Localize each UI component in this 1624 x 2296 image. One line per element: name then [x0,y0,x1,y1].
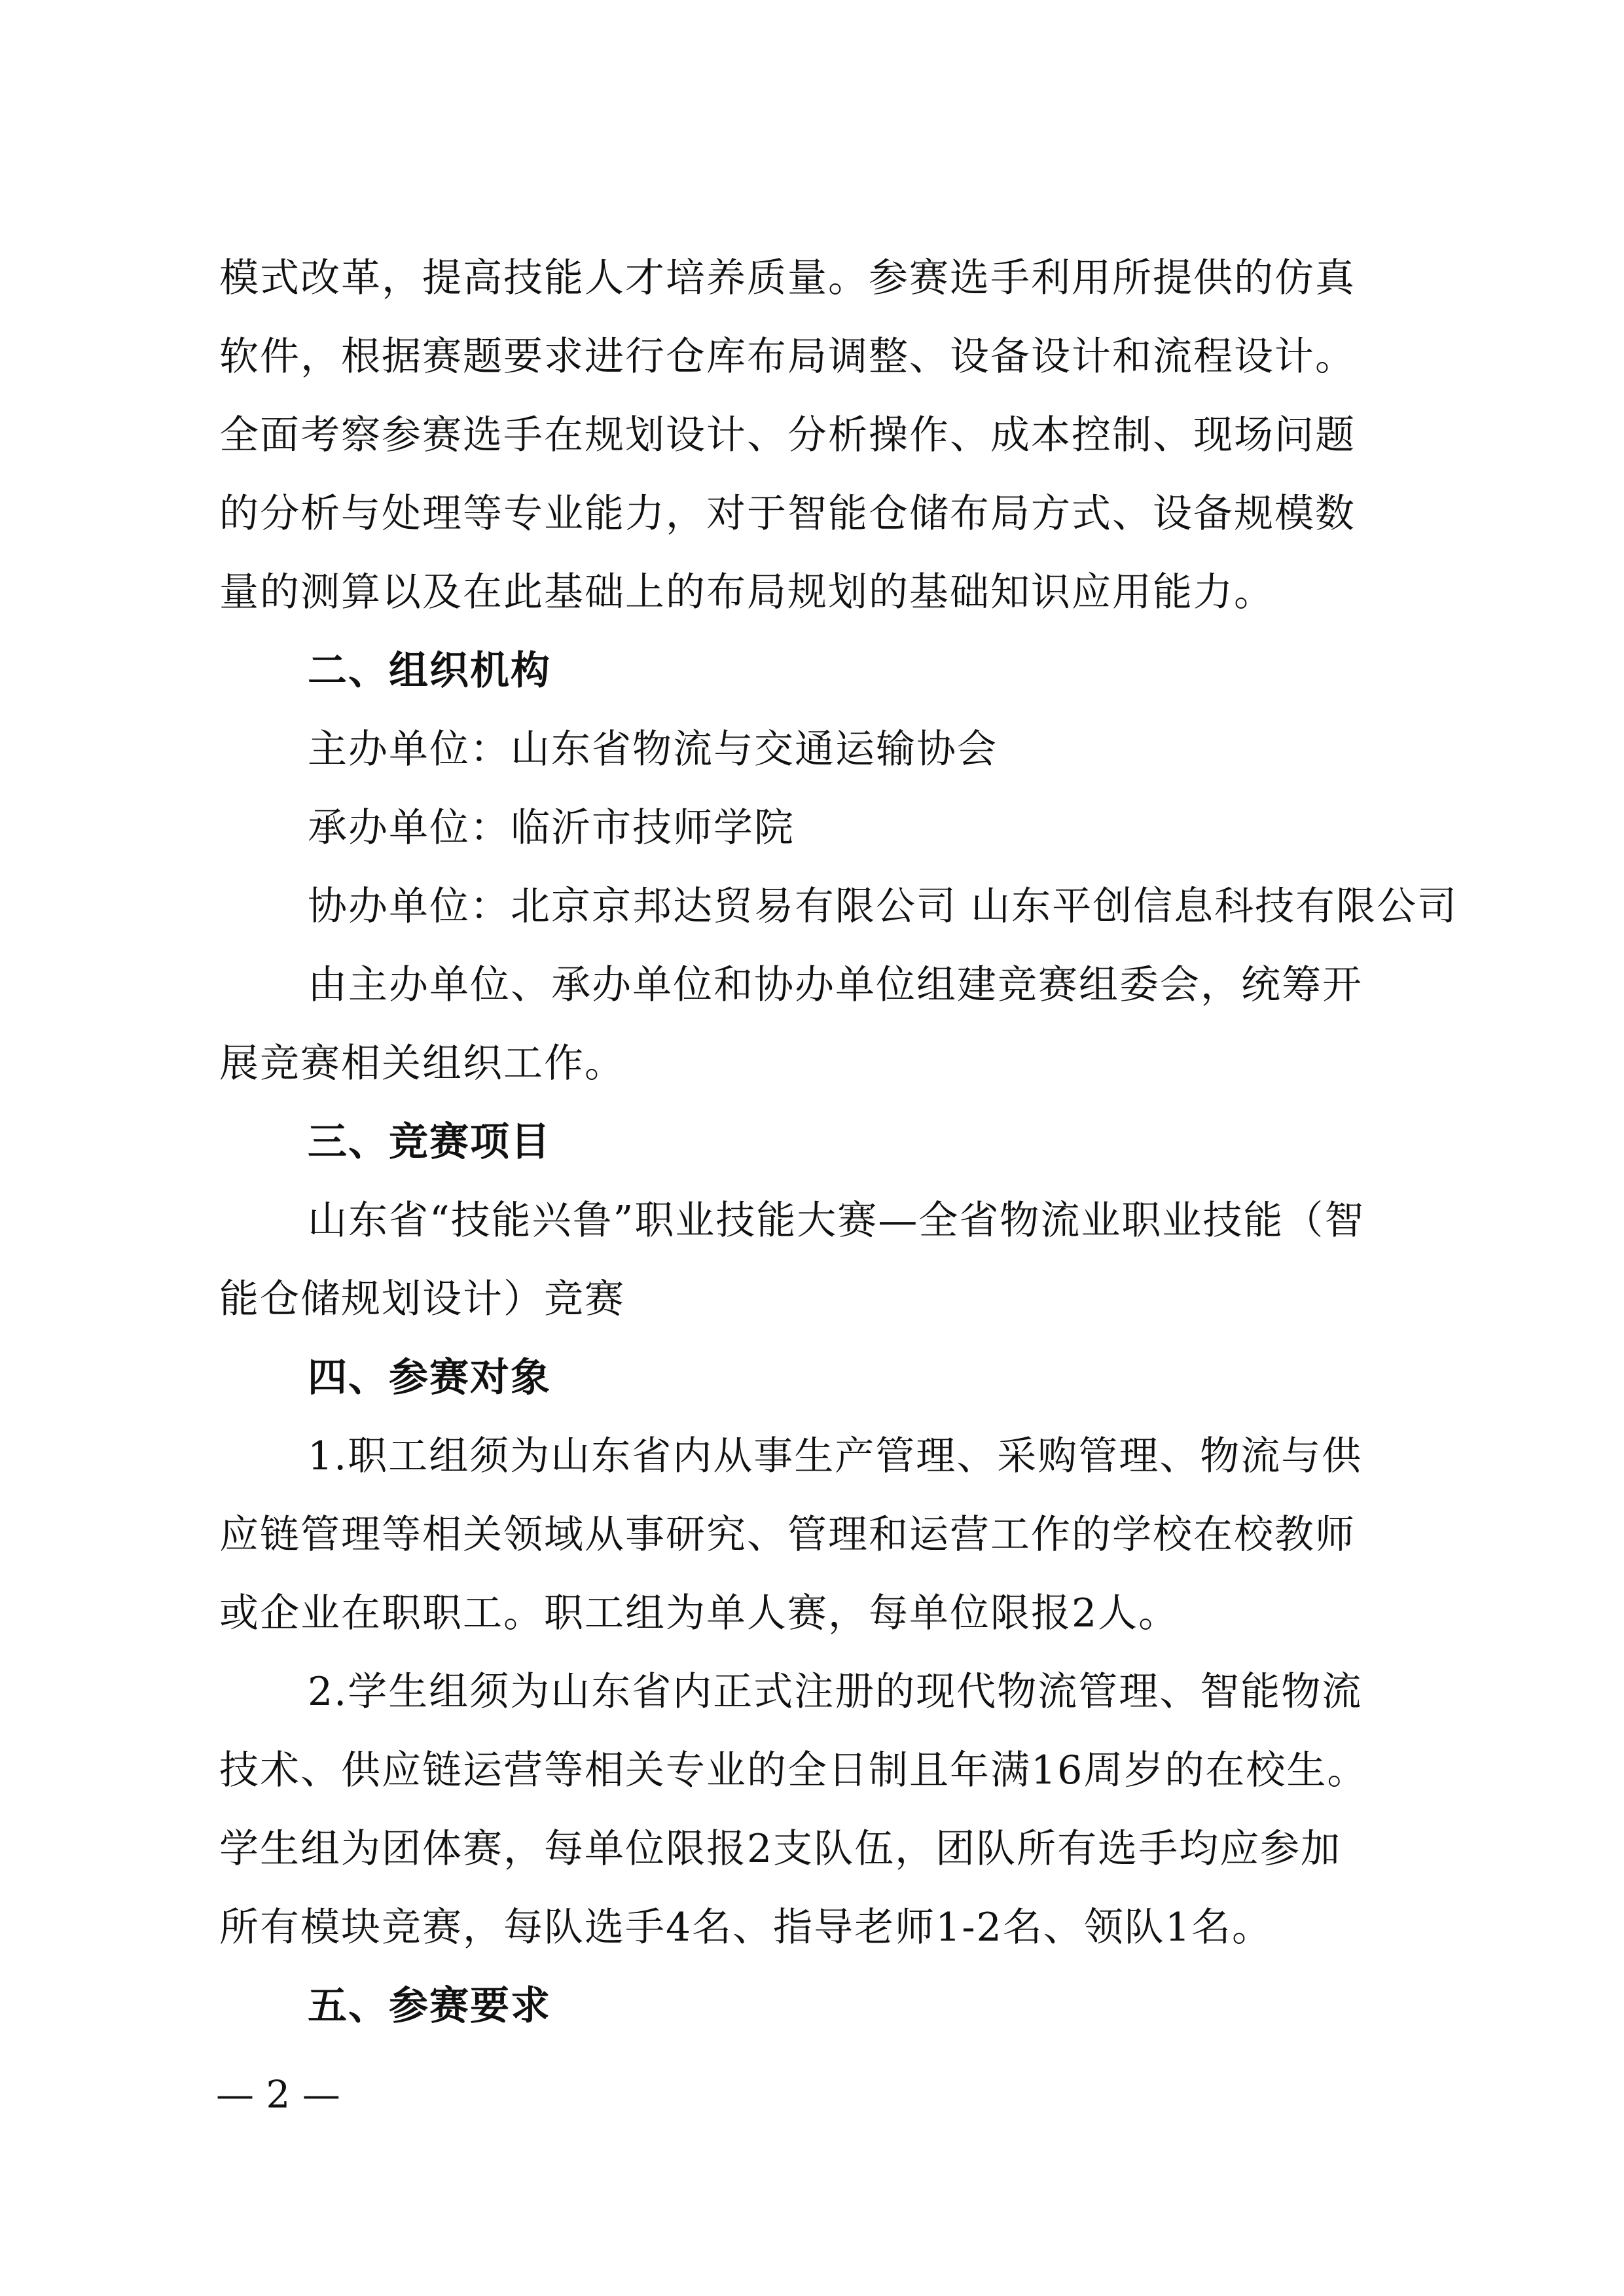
eligibility-item-2-line-2: 技术、供应链运营等相关专业的全日制且年满16周岁的在校生。 [219,1748,1368,1793]
competition-project-line-2: 能仓储规划设计）竞赛 [219,1276,625,1322]
committee-line-2: 展竞赛相关组织工作。 [219,1041,625,1086]
eligibility-item-1-line-2: 应链管理等相关领域从事研究、管理和运营工作的学校在校教师 [219,1512,1356,1558]
organizer-unit: 承办单位：临沂市技师学院 [308,805,795,851]
section-3-heading: 三、竞赛项目 [308,1119,551,1165]
intro-line-4: 的分析与处理等专业能力，对于智能仓储布局方式、设备规模数 [219,491,1356,537]
intro-line-2: 软件，根据赛题要求进行仓库布局调整、设备设计和流程设计。 [219,334,1356,380]
eligibility-item-2-line-4: 所有模块竞赛，每队选手4名、指导老师1-2名、领队1名。 [219,1905,1272,1950]
section-2-heading: 二、组织机构 [308,648,551,694]
intro-line-1: 模式改革，提高技能人才培养质量。参赛选手利用所提供的仿真 [219,255,1356,301]
competition-project-line-1: 山东省“技能兴鲁”职业技能大赛—全省物流业职业技能（智 [308,1198,1365,1244]
committee-line-1: 由主办单位、承办单位和协办单位组建竞赛组委会，统筹开 [308,962,1363,1008]
eligibility-item-2-line-3: 学生组为团体赛，每单位限报2支队伍，团队所有选手均应参加 [219,1826,1342,1872]
page-number: — 2 — [216,2072,340,2117]
eligibility-item-2-line-1: 2.学生组须为山东省内正式注册的现代物流管理、智能物流 [308,1669,1363,1715]
eligibility-item-1-line-1: 1.职工组须为山东省内从事生产管理、采购管理、物流与供 [308,1433,1363,1479]
eligibility-item-1-line-3: 或企业在职职工。职工组为单人赛，每单位限报2人。 [219,1590,1180,1636]
section-4-heading: 四、参赛对象 [308,1355,551,1401]
co-organizer-unit: 协办单位：北京京邦达贸易有限公司 山东平创信息科技有限公司 [308,884,1458,929]
section-5-heading: 五、参赛要求 [308,1983,551,2029]
host-unit: 主办单位：山东省物流与交通运输协会 [308,726,998,772]
intro-line-5: 量的测算以及在此基础上的布局规划的基础知识应用能力。 [219,569,1274,615]
intro-line-3: 全面考察参赛选手在规划设计、分析操作、成本控制、现场问题 [219,412,1356,458]
